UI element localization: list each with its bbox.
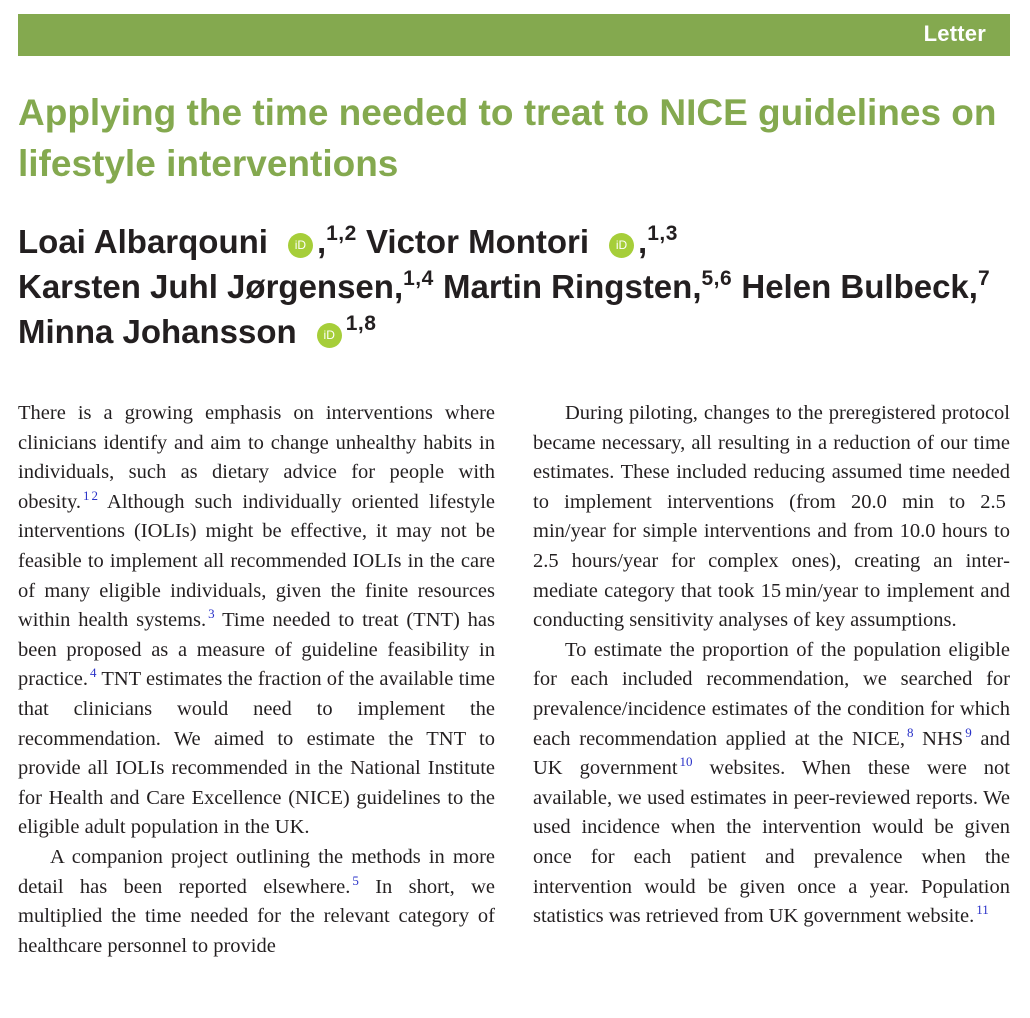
body-column-left (18, 399, 495, 961)
body-paragraph (18, 399, 495, 843)
paragraph-text: TNT estimates the fraction of the available time that clinicians would need to implement the recommendation. We aimed to estimate the TNT to provide all IOLIs recommended in the National Institute for Health and Care Excellence (NICE) guidelines to the eligible adult population in the UK. (18, 668, 495, 839)
paragraph-text: A companion project outlining the methods in more detail has been reported elsewhere. (18, 845, 495, 898)
paragraph-text: In short, we multiplied the time needed for the relevant category of healthcare personnel to provide (18, 875, 496, 957)
author-name[interactable]: Karsten Juhl Jørgensen, (18, 268, 404, 305)
author-line-1: Loai Albarqouni iD ,$^{1,2}$ Victor Montori iD ,$^{1,3}$ (18, 222, 678, 260)
orcid-icon[interactable]: iD (288, 233, 313, 258)
reference-link[interactable]: 11 (976, 902, 989, 918)
reference-link[interactable]: 3 (208, 606, 215, 622)
reference-link[interactable]: 1 (83, 487, 90, 503)
author-list (18, 219, 1023, 354)
author-affiliation: 1,4 (403, 267, 434, 290)
paragraph-text: There is a growing emphasis on interventions where clinicians identify and aim to change unhealthy habits in individuals, such as dietary advice for people with obesity. (18, 402, 495, 513)
author-name[interactable]: Victor Montori (365, 223, 590, 260)
body-paragraph (533, 636, 1010, 932)
body-column-right (533, 399, 1010, 932)
paragraph-text: To estimate the proportion of the population eligible for each included recommendation, we searched for prevalence/incidence estimates of the condition for which each recommendation applied at the NICE, (533, 638, 1010, 750)
author-affiliation: 1,3 (647, 222, 678, 245)
paragraph-text: NHS (913, 727, 964, 750)
article-title: Applying the time needed to treat to NICE guidelines on lifestyle interventions (18, 92, 997, 184)
author-name[interactable]: Minna Johansson (18, 313, 297, 350)
paragraph-text: websites. When these were not available, we used estimates in peer-reviewed reports. We used incidence when the intervention would be given once for each patient and prevalence when the intervention would be given once a year. Population statistics was retrieved from UK government website. (533, 757, 1010, 928)
reference-link[interactable]: 9 (965, 724, 972, 740)
article-type-label: Letter (923, 21, 986, 46)
author-line-3 (18, 309, 1023, 354)
orcid-icon[interactable]: iD (317, 323, 342, 348)
author-affiliation: 5,6 (701, 267, 733, 290)
reference-link[interactable]: 8 (906, 724, 914, 740)
orcid-icon[interactable]: iD (609, 233, 634, 258)
paragraph-text: During piloting, changes to the preregistered protocol became necessary, all resulting in a reduction of our time estimates. These included reducing assumed time needed to implement interventions (from 20.0 min to 2.5 min/year for simple interventions and from 10.0 hours to 2.5 hours/year for complex ones), creating an intermediate category that took 15 min/year to implement and conducting sensitivity analyses of key assumptions. (533, 402, 1010, 632)
reference-link[interactable]: 10 (679, 754, 693, 770)
author-affiliation: 7 (977, 267, 991, 290)
author-name[interactable]: Helen Bulbeck, (741, 268, 978, 305)
author-name[interactable]: Loai Albarqouni (18, 223, 268, 260)
paragraph-text: and UK government (533, 727, 1010, 780)
author-affiliation: 1,8 (345, 312, 377, 335)
author-name[interactable]: Martin Ringsten, (442, 268, 702, 305)
paragraph-text: Time needed to treat (TNT) has been proposed as a measure of guideline feasibility in practice. (18, 609, 495, 691)
paragraph-text: Although such individually oriented lifestyle interventions (IOLIs) might be effective, it may not be feasible to implement all recommended IOLIs in the care of many eligible individuals, given the finite resources within health systems. (18, 490, 495, 632)
reference-link[interactable]: 2 (91, 487, 99, 503)
reference-link[interactable]: 5 (352, 872, 359, 888)
author-affiliation: 1,2 (326, 222, 357, 245)
author-line-2 (18, 264, 1023, 309)
article-type-band (18, 14, 1010, 56)
body-paragraph (533, 399, 1010, 636)
reference-link[interactable]: 4 (90, 665, 97, 681)
body-paragraph (18, 843, 495, 961)
